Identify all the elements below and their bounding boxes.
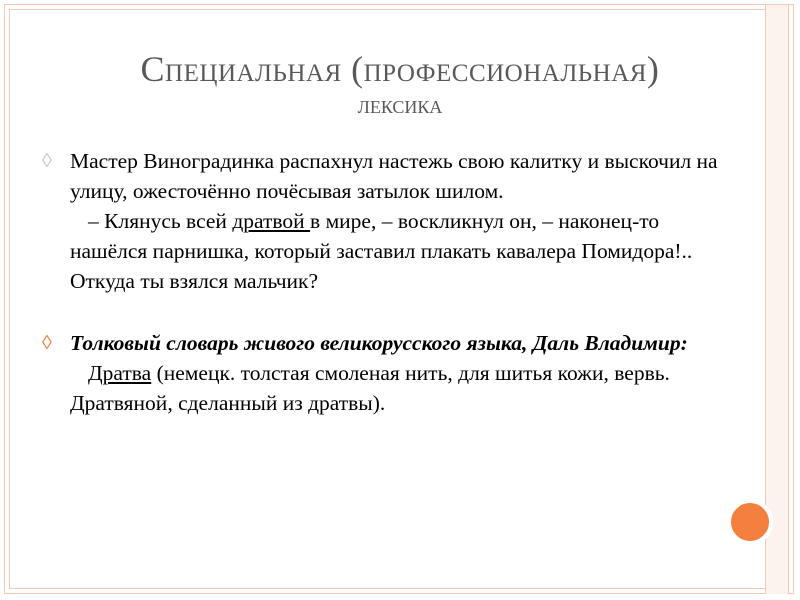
quote-text-2-suffix: в мире, – воскликнул он, – наконец-то нашёлся парнишка, который заставил плакать кавалера Помидора!.. Откуда ты взялся мальчик? <box>70 209 693 293</box>
quote-text-2-prefix: – Клянусь всей <box>88 209 233 233</box>
dictionary-paragraph <box>40 328 730 418</box>
quote-text-1: Мастер Виноградинка распахнул настежь свою калитку и выскочил на улицу, ожесточённо почёсывая затылок шилом. <box>70 149 718 203</box>
orange-circle-decoration <box>727 499 773 545</box>
right-decorative-band <box>765 5 789 594</box>
spacer <box>40 296 730 328</box>
title-line-1: Специальная (профессиональная) <box>140 49 660 89</box>
dictionary-entry <box>70 358 730 418</box>
slide-content <box>40 146 730 418</box>
dictionary-definition: (немецк. толстая смоленая нить, для шитья кожи, вервь. Дратвяной, сделанный из дратвы). <box>70 361 670 415</box>
quote-paragraph <box>40 146 730 296</box>
dictionary-heading: Толковый словарь живого великорусского языка, Даль Владимир: <box>70 331 688 355</box>
quote-term: дратвой <box>232 209 311 233</box>
quote-text-2 <box>70 206 730 296</box>
title-line-2: лексика <box>357 91 443 119</box>
diamond-bullet-icon: ◊ <box>42 150 52 172</box>
diamond-bullet-icon: ◊ <box>42 332 52 354</box>
slide-title <box>40 50 760 119</box>
dictionary-term: Дратва <box>88 361 152 385</box>
